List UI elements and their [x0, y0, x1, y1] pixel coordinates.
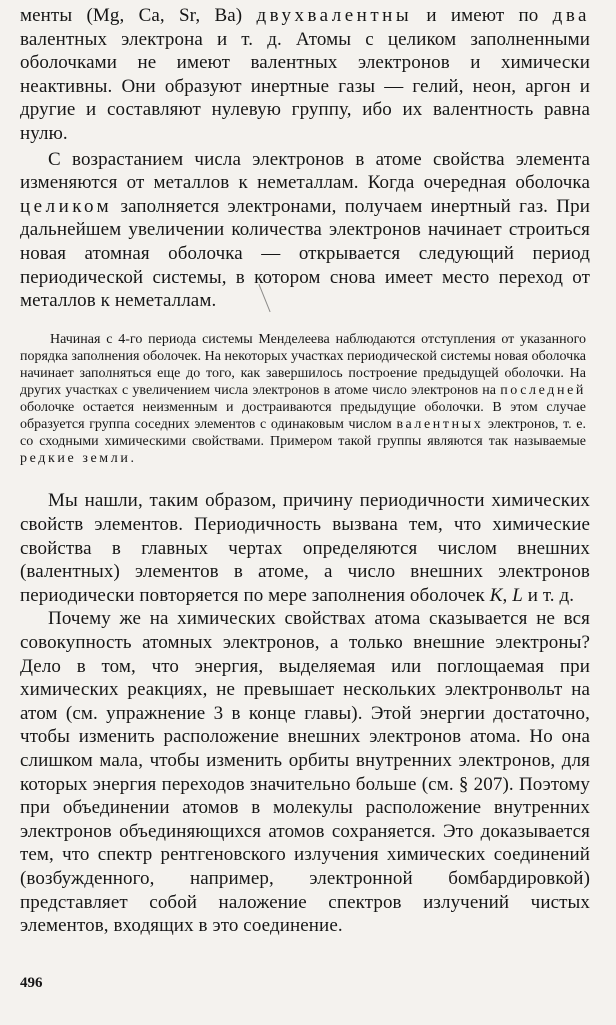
emphasis-rare-earths: редкие земли: [20, 451, 131, 467]
paragraph-valence: менты (Mg, Ca, Sr, Ba) двухвалентны и имеют по два валентных электрона и т. д. Атомы с целиком заполненными оболочками не имеют валентных электронов и химически неактивны. Они образуют инертные газы — гелий, неон, аргон и другие и составляют нулевую группу, ибо их валентность равна нулю.: [20, 5, 590, 144]
emphasis-valence: валентных: [396, 417, 484, 433]
main-text: [20, 0, 590, 313]
emphasis-divalent: двухвалентны: [256, 5, 413, 26]
paragraph-periodicity: Мы нашли, таким образом, причину периодичности химических свойств элементов. Периодичность вызвана тем, что химические свойства в главных чертах определяются числом внешних (валентных) элементов в атоме, а число внешних электронов периодически повторяется по мере заполнения оболочек K, L и т. д.: [20, 490, 590, 606]
emphasis-two: два: [552, 5, 590, 26]
paragraph-outer-electrons: Почему же на химических свойствах атома сказывается не вся совокупность атомных электронов, а только внешние электроны? Дело в том, что энергия, выделяемая или поглощаемая при химических реакциях, не превышает нескольких электронвольт на атом (см. упражнение 3 в конце главы). Этой энергии достаточно, чтобы изменить расположение внешних электронов атома. Но она слишком мала, чтобы изменить орбиты внутренних электронов, для которых энергия переходов значительно больше (см. § 207). Поэтому при объединении атомов в молекулы расположение внутренних электронов объединяющихся атомов сохраняется. Это доказывается тем, что спектр рентгеновского излучения химических соединений (возбужденного, например, электронной бомбардировкой) представляет собой наложение спектров излучений чистых элементов, входящих в это соединение.: [20, 608, 590, 937]
page-number: 496: [20, 975, 43, 991]
shell-l: L: [512, 584, 523, 606]
main-text-continued: [20, 489, 590, 937]
shell-k: K: [489, 584, 503, 606]
small-print-note: Начиная с 4-го периода системы Менделеева наблюдаются отступления от указанного порядка заполнения оболочек. На некоторых участках периодической системы новая оболочка начинает заполняться еще до того, как завершилось построение предыдущей оболочки. На других участках с увеличением числа электронов в атоме число электронов на последней оболочке остается неизменным и достраиваются предыдущие оболочки. В этом случае образуется группа соседних элементов с одинаковым числом валентных электронов, т. е. со сходными химическими свойствами. Примером такой группы являются так называемые редкие земли.: [20, 331, 587, 467]
emphasis-entirely: целиком: [20, 195, 113, 217]
emphasis-last: последней: [500, 383, 586, 398]
paragraph-metals-to-nonmetals: С возрастанием числа электронов в атоме свойства элемента изменяются от металлов к неметаллам. Когда очередная оболочка целиком заполняется электронами, получаем инертный газ. При дальнейшем увеличении количества электронов начинает строиться новая атомная оболочка — открывается следующий период периодической системы, в котором снова имеет место переход от металлов к неметаллам.: [20, 148, 590, 312]
